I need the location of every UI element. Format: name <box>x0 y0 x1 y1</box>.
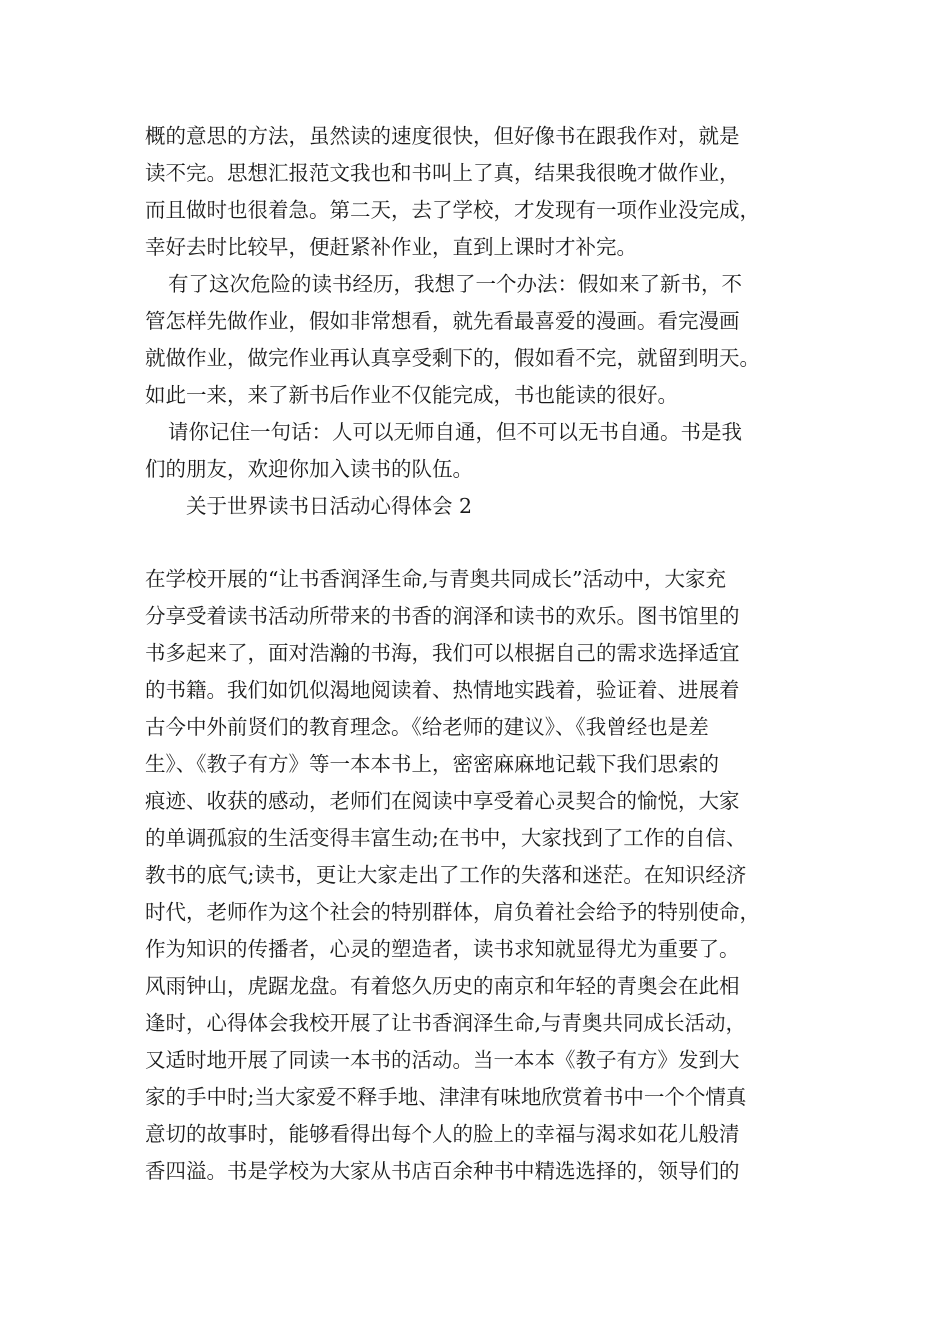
text-line: 逢时，心得体会我校开展了让书香润泽生命,与青奥共同成长活动， <box>145 1011 747 1035</box>
text-line: 生》、《教子有方》等一本本书上，密密麻麻地记载下我们思索的 <box>145 752 719 776</box>
text-line: 的书籍。我们如饥似渴地阅读着、热情地实践着，验证着、进展着 <box>145 678 740 702</box>
text-line: 家的手中时;当大家爱不释手地、津津有味地欣赏着书中一个个情真 <box>145 1085 747 1109</box>
text-line: 时代，老师作为这个社会的特别群体，肩负着社会给予的特别使命， <box>145 900 760 924</box>
text-line: 幸好去时比较早，便赶紧补作业，直到上课时才补完。 <box>145 235 637 259</box>
text-line: 香四溢。书是学校为大家从书店百余种书中精选选择的，领导们的 <box>145 1159 740 1183</box>
text-line: 作为知识的传播者，心灵的塑造者，读书求知就显得尤为重要了。 <box>145 937 740 961</box>
text-line: 管怎样先做作业，假如非常想看，就先看最喜爱的漫画。看完漫画 <box>145 309 740 333</box>
section-heading: 关于世界读书日活动心得体会 2 <box>186 494 473 518</box>
paragraph-first-line: 在学校开展的“让书香润泽生命,与青奥共同成长”活动中，大家充 <box>145 567 726 591</box>
text-line: 教书的底气;读书，更让大家走出了工作的失落和迷茫。在知识经济 <box>145 863 747 887</box>
text-line: 书多起来了，面对浩瀚的书海，我们可以根据自己的需求选择适宜 <box>145 641 740 665</box>
paragraph-first-line: 有了这次危险的读书经历，我想了一个办法：假如来了新书，不 <box>168 272 742 296</box>
text-line: 的单调孤寂的生活变得丰富生动;在书中，大家找到了工作的自信、 <box>145 826 747 850</box>
text-line: 古今中外前贤们的教育理念。《给老师的建议》、《我曾经也是差 <box>145 715 709 739</box>
text-line: 概的意思的方法，虽然读的速度很快，但好像书在跟我作对，就是 <box>145 124 740 148</box>
text-line: 风雨钟山，虎踞龙盘。有着悠久历史的南京和年轻的青奥会在此相 <box>145 974 740 998</box>
text-line: 读不完。思想汇报范文我也和书叫上了真，结果我很晚才做作业， <box>145 161 740 185</box>
text-line: 而且做时也很着急。第二天，去了学校，才发现有一项作业没完成， <box>145 198 760 222</box>
text-line: 意切的故事时，能够看得出每个人的脸上的幸福与渴求如花儿般清 <box>145 1122 740 1146</box>
text-line: 就做作业，做完作业再认真享受剩下的，假如看不完，就留到明天。 <box>145 346 760 370</box>
text-line: 痕迹、收获的感动，老师们在阅读中享受着心灵契合的愉悦，大家 <box>145 789 740 813</box>
text-line: 们的朋友，欢迎你加入读书的队伍。 <box>145 457 473 481</box>
text-line: 分享受着读书活动所带来的书香的润泽和读书的欢乐。图书馆里的 <box>145 604 740 628</box>
text-line: 又适时地开展了同读一本书的活动。当一本本《教子有方》发到大 <box>145 1048 740 1072</box>
text-line: 如此一来，来了新书后作业不仅能完成，书也能读的很好。 <box>145 383 678 407</box>
paragraph-first-line: 请你记住一句话：人可以无师自通，但不可以无书自通。书是我 <box>168 420 742 444</box>
